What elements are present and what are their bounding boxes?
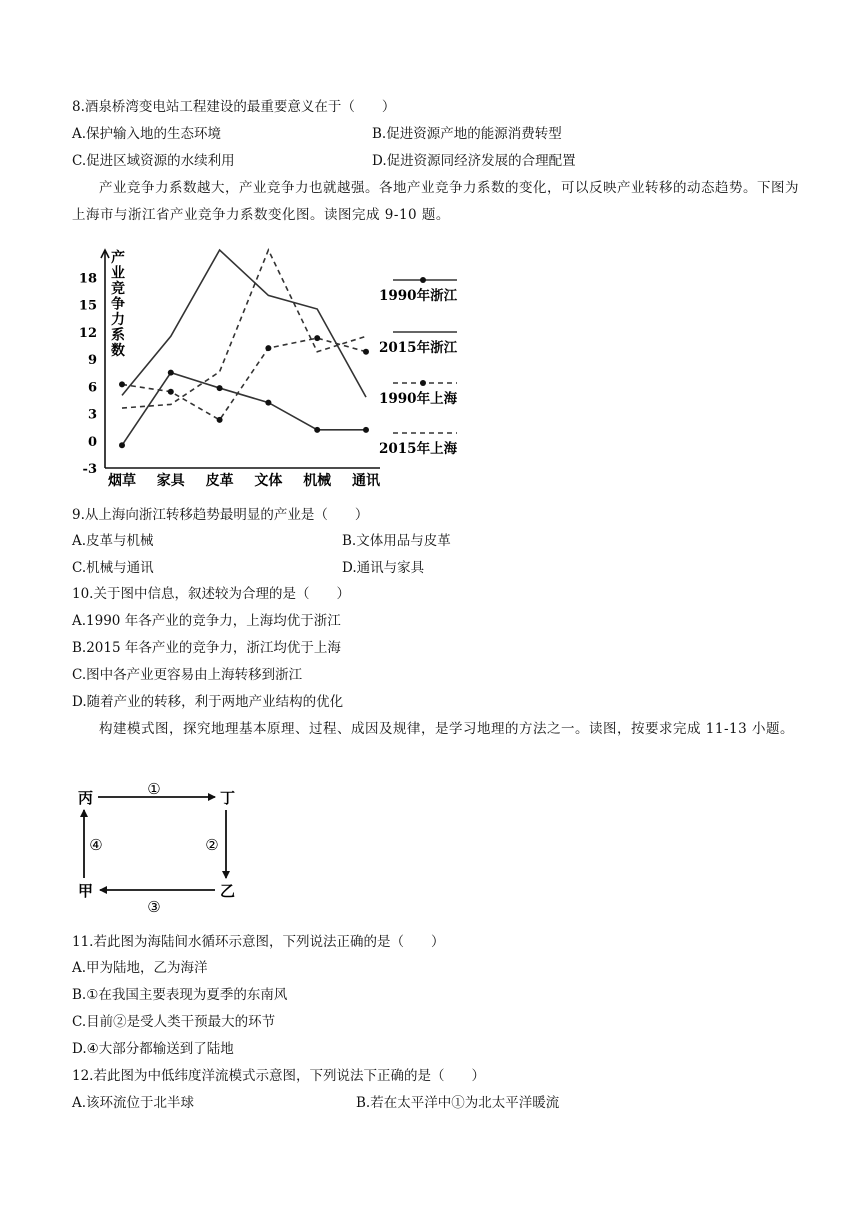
- q11-option-c: C.目前②是受人类干预最大的环节: [72, 1014, 276, 1030]
- intro-passage-1: 产业竞争力系数越大，产业竞争力也就越强。各地产业竞争力系数的变化，可以反映产业转移的动态趋势。下图为上海市与浙江省产业竞争力系数变化图。读图完成 9-10 题。: [72, 180, 799, 223]
- chart-series: [119, 250, 369, 448]
- q12-option-b: B.若在太平洋中①为北太平洋暖流: [356, 1095, 560, 1111]
- series-point: [217, 417, 223, 423]
- cycle-model-diagram: [70, 780, 250, 915]
- q9-option-b: B.文体用品与皮革: [342, 533, 451, 549]
- label-ding: 丁: [220, 789, 236, 807]
- y-label-char: 力: [111, 312, 125, 328]
- legend-label: 1990年浙江: [379, 288, 458, 304]
- q11-option-a: A.甲为陆地，乙为海洋: [72, 960, 208, 976]
- legend-label: 2015年上海: [379, 441, 458, 457]
- y-tick-label: 12: [78, 325, 97, 341]
- series-point: [217, 385, 223, 391]
- intro-passage-2: 构建模式图，探究地理基本原理、过程、成因及规律，是学习地理的方法之一。读图，按要求完成 11-13 小题。: [99, 721, 794, 737]
- x-category-labels: [107, 472, 381, 489]
- q8-option-a: A.保护输入地的生态环境: [72, 126, 222, 142]
- q11-stem: 11.若此图为海陆间水循环示意图，下列说法正确的是（ ）: [72, 934, 445, 950]
- y-tick-label: 6: [87, 380, 97, 396]
- x-category-label: 通讯: [352, 473, 380, 489]
- q8-option-d: D.促进资源同经济发展的合理配置: [372, 153, 576, 169]
- q12-option-a: A.该环流位于北半球: [72, 1095, 195, 1111]
- series-point: [265, 400, 271, 406]
- x-category-label: 家具: [156, 473, 185, 489]
- competitiveness-line-chart: [70, 240, 490, 490]
- q9-option-c: C.机械与通讯: [72, 560, 154, 576]
- label-yi: 乙: [220, 882, 236, 900]
- label-4: ④: [89, 836, 103, 854]
- series-line: [122, 250, 366, 397]
- y-label-char: 业: [111, 265, 125, 282]
- series-point: [314, 427, 320, 433]
- q10-option-d: D.随着产业的转移，利于两地产业结构的优化: [72, 694, 344, 710]
- q10-stem: 10.关于图中信息，叙述较为合理的是（ ）: [72, 586, 350, 602]
- y-axis-label: [111, 249, 125, 359]
- x-category-label: 文体: [254, 473, 283, 489]
- q12-stem: 12.若此图为中低纬度洋流模式示意图，下列说法下正确的是（ ）: [72, 1068, 485, 1084]
- q8-option-c: C.促进区域资源的水续利用: [72, 153, 235, 169]
- x-category-label: 烟草: [108, 473, 136, 489]
- q10-option-b: B.2015 年各产业的竞争力，浙江均优于上海: [72, 640, 341, 656]
- q8-option-b: B.促进资源产地的能源消费转型: [372, 126, 562, 142]
- y-label-char: 争: [111, 296, 125, 313]
- q10-option-a: A.1990 年各产业的竞争力，上海均优于浙江: [72, 613, 341, 629]
- y-tick-label: 0: [87, 434, 97, 450]
- y-label-char: 竞: [111, 281, 125, 297]
- series-line: [122, 373, 366, 446]
- chart-legend: [379, 277, 458, 457]
- legend-label: 1990年上海: [379, 391, 458, 407]
- q9-option-a: A.皮革与机械: [72, 533, 154, 549]
- series-point: [168, 370, 174, 376]
- series-point: [314, 335, 320, 341]
- y-tick-label: 18: [78, 271, 97, 287]
- series-point: [119, 442, 125, 448]
- y-label-char: 系: [111, 327, 125, 344]
- series-point: [119, 381, 125, 387]
- x-category-label: 皮革: [205, 473, 234, 489]
- q11-option-d: D.④大部分都输送到了陆地: [72, 1041, 234, 1057]
- label-bing: 丙: [78, 789, 94, 807]
- y-tick-label: 15: [78, 298, 97, 314]
- legend-dot: [420, 277, 426, 283]
- q9-stem: 9.从上海向浙江转移趋势最明显的产业是（ ）: [72, 507, 369, 523]
- label-2: ②: [205, 836, 219, 854]
- legend-dot: [420, 380, 426, 386]
- x-category-label: 机械: [303, 473, 332, 489]
- label-3: ③: [147, 898, 161, 915]
- chart-axes: [101, 250, 380, 468]
- y-label-char: 数: [111, 343, 125, 359]
- q9-option-d: D.通讯与家具: [342, 560, 425, 576]
- y-tick-label: 3: [87, 407, 97, 423]
- series-point: [168, 389, 174, 395]
- series-point: [265, 345, 271, 351]
- y-tick-label: -3: [82, 462, 97, 477]
- q10-option-c: C.图中各产业更容易由上海转移到浙江: [72, 667, 303, 683]
- series-point: [363, 349, 369, 355]
- y-tick-labels: [79, 271, 97, 477]
- label-jia: 甲: [78, 882, 94, 900]
- y-label-char: 产: [111, 250, 125, 266]
- label-1: ①: [147, 780, 161, 798]
- q11-option-b: B.①在我国主要表现为夏季的东南风: [72, 987, 288, 1003]
- q8-stem: 8.酒泉桥湾变电站工程建设的最重要意义在于（ ）: [72, 99, 396, 115]
- series-point: [363, 427, 369, 433]
- y-tick-label: 9: [87, 353, 97, 368]
- legend-label: 2015年浙江: [379, 340, 458, 356]
